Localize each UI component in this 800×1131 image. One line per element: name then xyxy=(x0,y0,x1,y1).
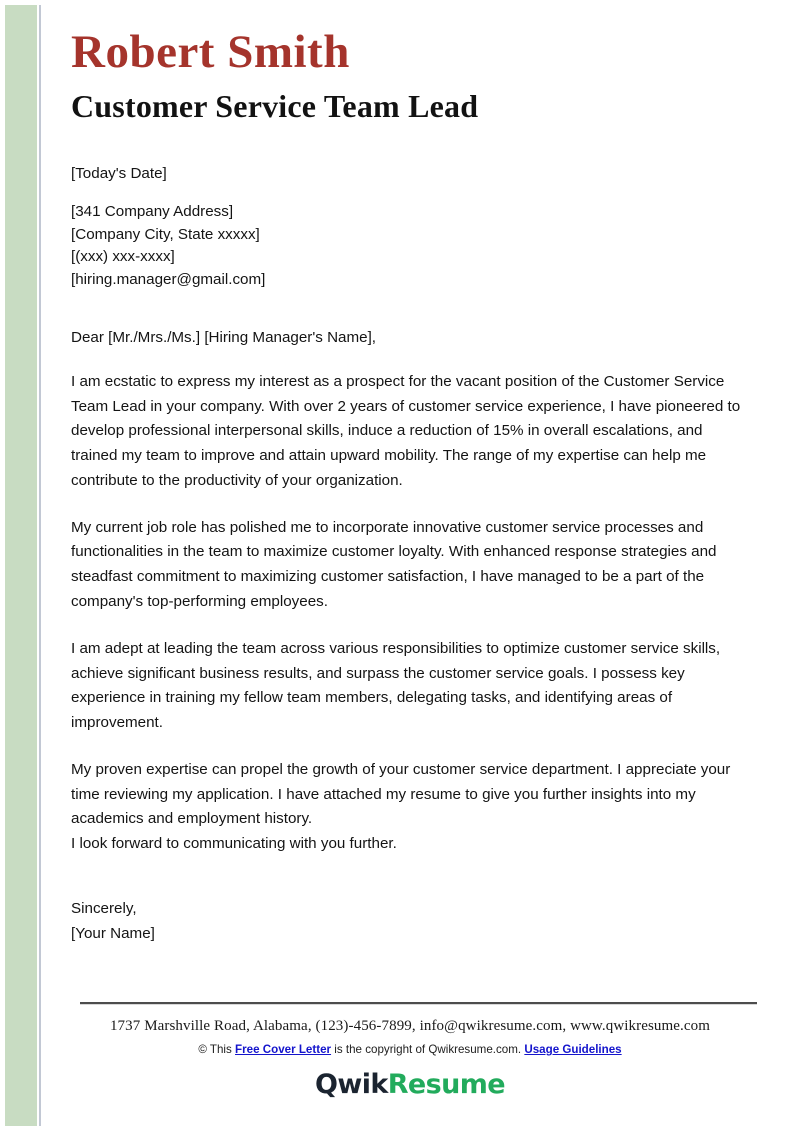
signature-name: [Your Name] xyxy=(71,924,155,942)
qwikresume-logo-wordmark xyxy=(315,1069,505,1100)
footer-address: 1737 Marshville Road, Alabama, (123)-456-7899, info@qwikresume.com, www.qwikresume.com xyxy=(109,1018,711,1034)
usage-guidelines-link[interactable]: Usage Guidelines xyxy=(524,1043,622,1056)
copyright-prefix-text: © This xyxy=(198,1043,236,1056)
recipient-phone-line: [(xxx) xxx-xxxx] xyxy=(71,248,175,266)
free-cover-letter-link[interactable]: Free Cover Letter xyxy=(235,1043,332,1056)
letter-footer xyxy=(60,1002,760,1100)
date-line: [Today's Date] xyxy=(71,164,167,182)
recipient-block xyxy=(60,163,760,292)
body-paragraph-3: I am adept at leading the team across various responsibilities to optimize customer service skills, achieve significant business results, and surpass the customer service goals. I possess key experience in training my fellow team members, delegating tasks, and identifying areas of improvement. xyxy=(71,639,721,732)
sidebar-divider-rule xyxy=(39,5,41,1126)
decorative-sidebar-band xyxy=(5,5,37,1126)
body-paragraph-4: My proven expertise can propel the growth of your customer service department. I appreciate your time reviewing my application. I have attached my resume to give you further insights into my academics and employment history. xyxy=(71,760,731,828)
applicant-job-title: Customer Service Team Lead xyxy=(71,87,479,124)
body-paragraph-2: My current job role has polished me to incorporate innovative customer service processes and functionalities in the team to maximize customer loyalty. With enhanced response strategies and steadfast commitment to maximizing customer satisfaction, I have managed to be a part of the company's top-performing employees. xyxy=(71,518,717,610)
body-paragraph-1: I am ecstatic to express my interest as a prospect for the vacant position of the Customer Service Team Lead in your company. With over 2 years of customer service experience, I have pioneered to develop professional interpersonal skills, induce a reduction of 15% in overall escalations, and trained my team to improve and attain upward mobility. The range of my expertise can help me contribute to the productivity of your organization. xyxy=(71,372,741,489)
copyright-middle-text: is the copyright of Qwikresume.com. xyxy=(331,1043,525,1056)
footer-copyright xyxy=(60,1043,760,1056)
footer-divider-rule xyxy=(80,1002,757,1005)
letter-content xyxy=(60,0,760,1131)
recipient-address-line-2: [Company City, State xxxxx] xyxy=(71,225,260,243)
salutation: Dear [Mr./Mrs./Ms.] [Hiring Manager's Name], xyxy=(71,329,377,347)
applicant-name: Robert Smith xyxy=(71,26,350,78)
closing-salutation: Sincerely, xyxy=(71,899,137,917)
recipient-email-line: [hiring.manager@gmail.com] xyxy=(71,270,266,288)
letter-header xyxy=(60,0,760,126)
body-paragraph-5: I look forward to communicating with you further. xyxy=(71,835,397,853)
closing-block xyxy=(71,897,760,946)
letter-body xyxy=(60,327,760,946)
logo-text-resume: Resume xyxy=(387,1069,505,1100)
logo-text-qwik: Qwik xyxy=(315,1069,388,1100)
recipient-address-line-1: [341 Company Address] xyxy=(71,203,234,221)
qwikresume-logo[interactable] xyxy=(60,1069,760,1100)
